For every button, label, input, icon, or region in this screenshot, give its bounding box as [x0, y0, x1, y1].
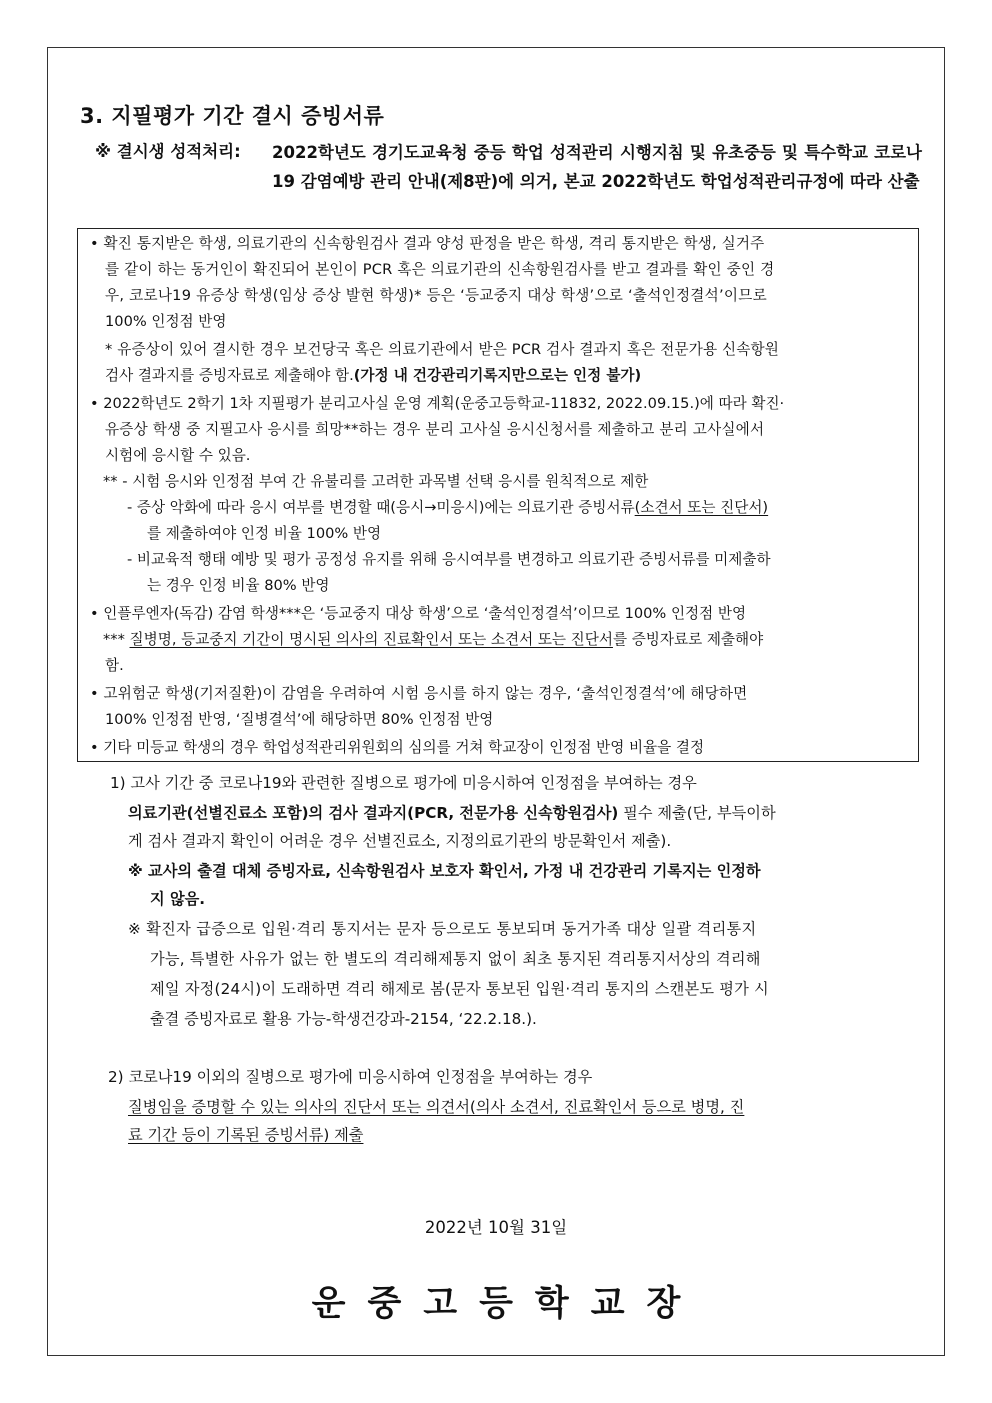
box-line-19: 100% 인정점 반영, ‘질병결석’에 해당하면 80% 인정점 반영 [105, 711, 494, 728]
section2-line-2: 질병임을 증명할 수 있는 의사의 진단서 또는 의견서(의사 소견서, 진료확인서 등으로 병명, 진 [128, 1098, 745, 1116]
box-line-16-underlined: 질병명, 등교중지 기간이 명시된 의사의 진료확인서 또는 소견서 또는 진단서 [129, 631, 613, 648]
box-line-7: • 2022학년도 2학기 1차 지필평가 분리고사실 운영 계획(운중고등학교-11832, 2022.09.15.)에 따라 확진· [90, 395, 785, 412]
section2-line-3: 료 기간 등이 기록된 증빙서류) 제출 [128, 1126, 364, 1144]
box-line-15: • 인플루엔자(독감) 감염 학생***은 ‘등교중지 대상 학생’으로 ‘출석인정결석’이므로 100% 인정점 반영 [90, 605, 747, 622]
box-line-6-text: 검사 결과지를 증빙자료로 제출해야 함. [105, 367, 354, 384]
box-line-13: - 비교육적 행태 예방 및 평가 공정성 유지를 위해 응시여부를 변경하고 의료기관 증빙서류를 미제출하 [127, 551, 771, 568]
box-line-8: 유증상 학생 중 지필고사 응시를 희망**하는 경우 분리 고사실 응시신청서를 제출하고 분리 고사실에서 [105, 421, 765, 438]
section1-line-1: 1) 고사 기간 중 코로나19와 관련한 질병으로 평가에 미응시하여 인정점을 부여하는 경우 [110, 774, 697, 792]
box-line-9: 시험에 응시할 수 있음. [105, 447, 251, 464]
box-line-5: * 유증상이 있어 결시한 경우 보건당국 혹은 의료기관에서 받은 PCR 검사 결과지 혹은 전문가용 신속항원 [105, 341, 779, 358]
note-label: ※ 결시생 성적처리: [95, 142, 241, 161]
section1-line-6: ※ 확진자 급증으로 입원·격리 통지서는 문자 등으로도 통보되며 동거가족 대상 일괄 격리통지 [128, 920, 757, 938]
box-line-6-bold: (가정 내 건강관리기록지만으로는 인정 불가) [353, 367, 642, 384]
section1-line-3: 게 검사 결과지 확인이 어려운 경우 선별진료소, 지정의료기관의 방문확인서 제출). [128, 832, 672, 850]
box-line-12: 를 제출하여야 인정 비율 100% 반영 [147, 525, 382, 542]
box-line-16-text: 를 증빙자료로 제출해야 [612, 631, 764, 648]
section1-line-9: 출결 증빙자료로 활용 가능-학생건강과-2154, ‘22.2.18.). [150, 1010, 537, 1028]
section-heading: 3. 지필평가 기간 결시 증빙서류 [80, 104, 385, 128]
box-line-11-text: - 증상 악화에 따라 응시 여부를 변경할 때(응시→미응시)에는 의료기관 증빙서류 [127, 499, 635, 516]
box-line-1: • 확진 통지받은 학생, 의료기관의 신속항원검사 결과 양성 판정을 받은 학생, 격리 통지받은 학생, 실거주 [90, 235, 765, 252]
section1-line-2-bold: 의료기관(선별진료소 포함)의 검사 결과지(PCR, 전문가용 신속항원검사) [128, 804, 619, 822]
box-line-4: 100% 인정점 반영 [105, 313, 227, 330]
section1-line-7: 가능, 특별한 사유가 없는 한 별도의 격리해제통지 없이 최초 통지된 격리통지서상의 격리해 [150, 950, 761, 968]
box-line-3: 우, 코로나19 유증상 학생(임상 증상 발현 학생)* 등은 ‘등교중지 대상 학생’으로 ‘출석인정결석’이므로 [105, 287, 767, 304]
box-line-20: • 기타 미등교 학생의 경우 학업성적관리위원회의 심의를 거쳐 학교장이 인정점 반영 비율을 결정 [90, 739, 705, 756]
document-date: 2022년 10월 31일 [424, 1218, 568, 1237]
section1-line-5: 지 않음. [150, 890, 206, 908]
box-line-14: 는 경우 인정 비율 80% 반영 [147, 577, 330, 594]
box-line-16 [103, 630, 763, 650]
section1-line-2 [128, 802, 776, 824]
section1-line-4: ※ 교사의 출결 대체 증빙자료, 신속항원검사 보호자 확인서, 가정 내 건강관리 기록지는 인정하 [128, 862, 761, 880]
note-body: 2022학년도 경기도교육청 중등 학업 성적관리 시행지침 및 유초중등 및 특수학교 코로나19 감염예방 관리 안내(제8판)에 의거, 본교 2022학년도 학업성적관리규정에 따라 산출 [272, 143, 922, 191]
box-line-11-underlined: (소견서 또는 진단서) [634, 499, 769, 516]
box-line-17: 함. [105, 657, 124, 674]
section1-line-8: 제일 자정(24시)이 도래하면 격리 해제로 봄(문자 통보된 입원·격리 통지의 스캔본도 평가 시 [150, 980, 769, 998]
box-line-2: 를 같이 하는 동거인이 확진되어 본인이 PCR 혹은 의료기관의 신속항원검사를 받고 결과를 확인 중인 경 [105, 261, 775, 278]
box-line-11 [127, 498, 768, 518]
box-line-10: ** - 시험 응시와 인정점 부여 간 유불리를 고려한 과목별 선택 응시를 원칙적으로 제한 [103, 473, 649, 490]
box-line-18: • 고위험군 학생(기저질환)이 감염을 우려하여 시험 응시를 하지 않는 경우, ‘출석인정결석’에 해당하면 [90, 685, 748, 702]
guideline-box [77, 228, 919, 762]
box-line-6 [105, 366, 641, 386]
section1-line-2-text: 필수 제출(단, 부득이하 [618, 804, 776, 822]
school-principal-name: 운중고등학교장 [311, 1284, 703, 1324]
box-line-16-marker: *** [103, 631, 125, 648]
section2-line-1: 2) 코로나19 이외의 질병으로 평가에 미응시하여 인정점을 부여하는 경우 [108, 1068, 593, 1086]
